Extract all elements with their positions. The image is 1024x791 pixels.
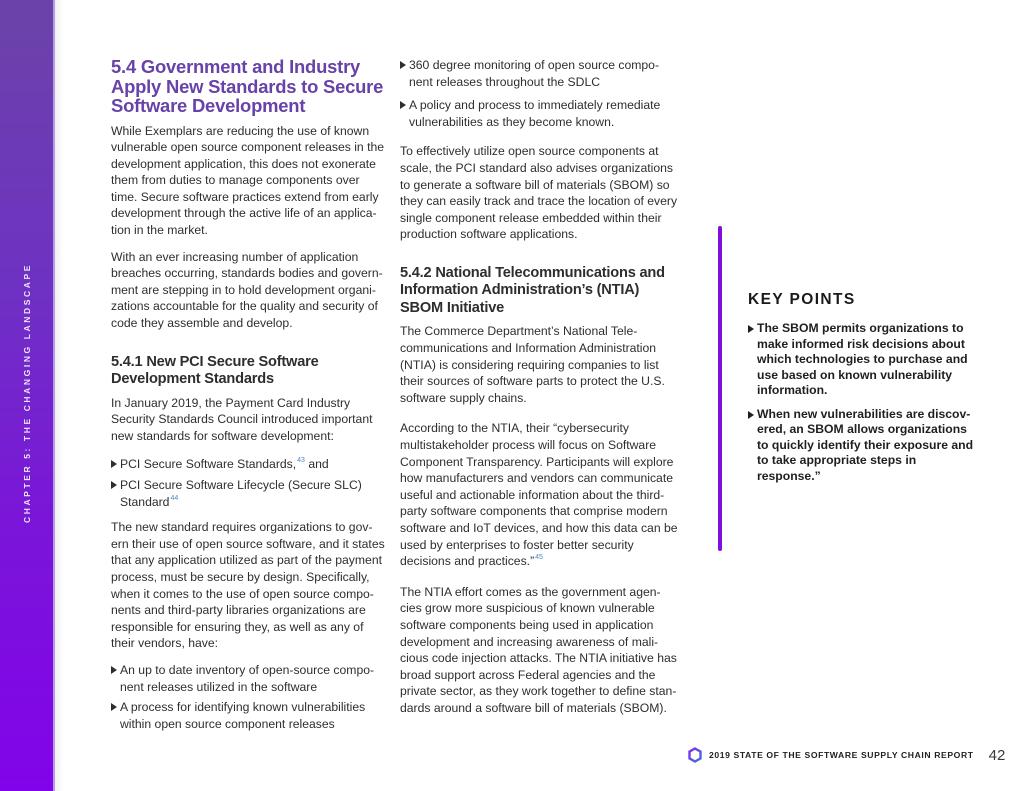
list-item: [111, 477, 386, 510]
requirements-list-continued: [400, 57, 680, 130]
paragraph: In January 2019, the Payment Card Industry Security Standards Council introduced important new standards for software development:: [111, 395, 373, 443]
triangle-bullet-icon: [111, 481, 117, 489]
footnote-link[interactable]: 45: [535, 554, 543, 562]
triangle-bullet-icon: [748, 325, 754, 333]
paragraph: The NTIA effort comes as the government agen-cies grow more suspicious of known vulnerable software components being used in application development and increasing awareness of mali-cious code injection attacks. The NTIA initiative has broad support across Federal agencies and the private sector, as they work together to define stan-dards around a software bill of materials (SBOM).: [400, 584, 677, 715]
footnote-link[interactable]: 43: [297, 457, 305, 465]
section-title: 5.4 Government and Industry Apply New Standards to Secure Software Development: [111, 56, 384, 116]
chapter-sidebar: [0, 0, 53, 791]
requirements-list: [111, 662, 386, 732]
list-item-suffix: and: [304, 457, 329, 472]
list-item: [400, 97, 680, 130]
subsection-title: 5.4.1 New PCI Secure Software Development Standards: [111, 353, 319, 388]
triangle-bullet-icon: [111, 666, 117, 674]
list-item-text: PCI Secure Software Standards,: [120, 457, 297, 472]
list-item-text: 360 degree monitoring of open source compo-nent releases throughout the SDLC: [409, 58, 659, 89]
standards-list: [111, 456, 386, 510]
page-shadow: [55, 0, 63, 791]
paragraph: With an ever increasing number of application breaches occurring, standards bodies and govern-ment are stepping in to hold development organi-zations accountable for the quality and security of code they assemble and develop.: [111, 249, 383, 331]
subsection-title: 5.4.2 National Telecommunications and Information Administration’s (NTIA) SBOM Initiative: [400, 264, 665, 316]
key-points-accent-bar: [718, 226, 722, 551]
paragraph: The new standard requires organizations to gov-ern their use of open source software, and it states that any application utilized as part of the payment process, must be secure by design. Specifically, when it comes to the use of open source compo-nents and third-party libraries organizations are responsible for ensuring they, as well as any of their vendors, have:: [111, 520, 385, 651]
key-points-title: KEY POINTS: [748, 291, 856, 308]
list-item: [748, 321, 978, 399]
list-item: [400, 57, 680, 90]
paragraph: While Exemplars are reducing the use of known vulnerable open source component releases in the development application, this does not exonerate them from duties to manage components over time. Secure software practices extend from early development through the active life of an applica-tion in the market.: [111, 123, 385, 238]
triangle-bullet-icon: [400, 101, 406, 109]
hexagon-logo-icon: [688, 747, 702, 763]
quote-text: According to the NTIA, their “cybersecurity multistakeholder process will focus on Software Component Transparency. Participants will explore how manufacturers and vendors can communicate useful and actionable information about the third-party software components that comprise modern software and IoT devices, and how this data can be used by enterprises to foster better security decisions and practices.”: [400, 421, 678, 569]
footnote-link[interactable]: 44: [170, 494, 179, 502]
report-title: 2019 STATE OF THE SOFTWARE SUPPLY CHAIN REPORT: [709, 750, 974, 760]
triangle-bullet-icon: [111, 703, 117, 711]
left-column: [111, 57, 386, 741]
key-points-list: [748, 321, 978, 484]
page-footer: [688, 745, 1005, 765]
list-item: [111, 699, 386, 732]
paragraph: To effectively utilize open source components at scale, the PCI standard also advises organizations to generate a software bill of materials (SBOM) so they can easily track and trace the location of every single component release embedded within their production software applications.: [400, 144, 678, 242]
triangle-bullet-icon: [748, 411, 754, 419]
list-item-text: PCI Secure Software Lifecycle (Secure SLC) Standard: [120, 478, 362, 509]
chapter-label: CHAPTER 5: THE CHANGING LANDSCAPE: [22, 262, 32, 524]
middle-column: [400, 57, 680, 727]
list-item-text: A process for identifying known vulnerabilities within open source component releases: [120, 700, 366, 731]
list-item-text: When new vulnerabilities are discov-ered, an SBOM allows organizations to quickly identify their exposure and to take appropriate steps in response.”: [757, 406, 974, 483]
list-item: [111, 662, 386, 695]
paragraph: The Commerce Department’s National Tele-communications and Information Administration (NTIA) is considering requiring companies to list their sources of software parts to protect the U.S. software supply chains.: [400, 324, 665, 405]
list-item: [111, 456, 386, 473]
triangle-bullet-icon: [400, 61, 406, 69]
paragraph: [400, 420, 680, 569]
list-item-text: The SBOM permits organizations to make informed risk decisions about which technologies to purchase and use based on known vulnerability information.: [757, 321, 968, 397]
key-points-box: [748, 291, 978, 493]
list-item: [748, 407, 978, 485]
page-number: 42: [988, 746, 1006, 764]
list-item-text: An up to date inventory of open-source compo-nent releases utilized in the software: [120, 662, 375, 694]
triangle-bullet-icon: [111, 460, 117, 468]
list-item-text: A policy and process to immediately remediate vulnerabilities as they become known.: [409, 98, 661, 129]
